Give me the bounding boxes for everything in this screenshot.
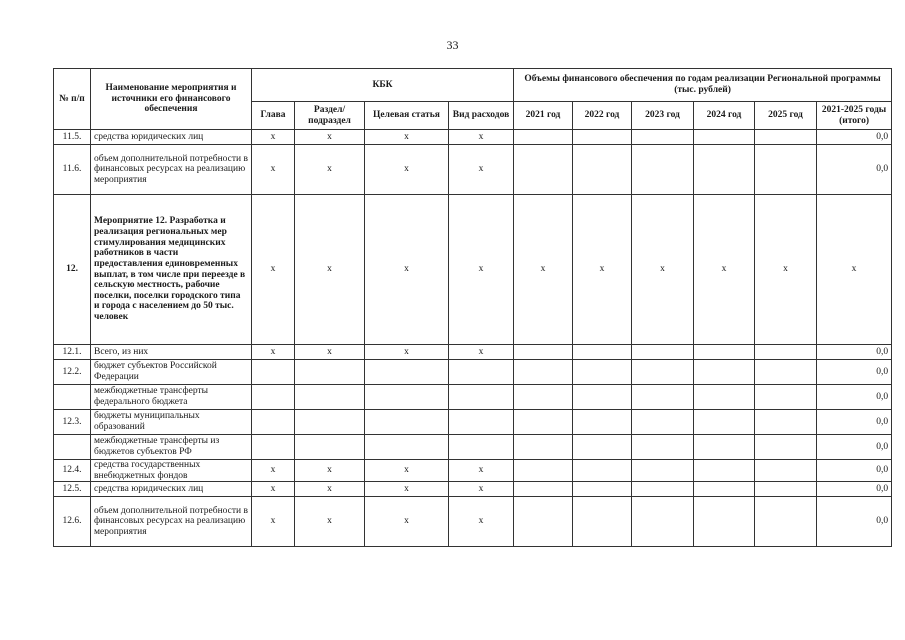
year-cell bbox=[573, 410, 632, 435]
year-cell bbox=[514, 130, 573, 145]
year-cell bbox=[632, 130, 694, 145]
row-name: объем дополнительной потребности в финансовых ресурсах на реализацию мероприятия bbox=[91, 145, 252, 195]
year-cell bbox=[632, 410, 694, 435]
year-cell bbox=[694, 460, 755, 482]
table-row bbox=[54, 460, 892, 482]
year-cell bbox=[573, 130, 632, 145]
kbk-cell bbox=[252, 435, 295, 460]
kbk-cell: х bbox=[365, 460, 449, 482]
table-row bbox=[54, 360, 892, 385]
kbk-cell bbox=[449, 435, 514, 460]
total-cell: 0,0 bbox=[817, 435, 892, 460]
kbk-cell: х bbox=[295, 460, 365, 482]
kbk-cell bbox=[365, 410, 449, 435]
kbk-cell: х bbox=[365, 345, 449, 360]
year-cell bbox=[632, 360, 694, 385]
year-cell bbox=[755, 482, 817, 497]
year-cell bbox=[514, 460, 573, 482]
year-cell: х bbox=[514, 195, 573, 345]
header-num: № п/п bbox=[54, 69, 91, 130]
header-year: 2025 год bbox=[755, 102, 817, 130]
year-cell bbox=[755, 410, 817, 435]
table-row bbox=[54, 482, 892, 497]
year-cell: х bbox=[755, 195, 817, 345]
kbk-cell bbox=[449, 410, 514, 435]
kbk-cell: х bbox=[365, 145, 449, 195]
year-cell bbox=[755, 130, 817, 145]
kbk-cell: х bbox=[252, 195, 295, 345]
year-cell bbox=[632, 497, 694, 547]
row-number: 12. bbox=[54, 195, 91, 345]
row-name: межбюджетные трансферты из бюджетов субъектов РФ bbox=[91, 435, 252, 460]
year-cell bbox=[573, 435, 632, 460]
header-year: 2023 год bbox=[632, 102, 694, 130]
year-cell bbox=[632, 145, 694, 195]
kbk-cell: х bbox=[295, 345, 365, 360]
header-year: 2022 год bbox=[573, 102, 632, 130]
header-kbk-col: Глава bbox=[252, 102, 295, 130]
row-name: Мероприятие 12. Разработка и реализация региональных мер стимулирования медицинских работников в части предоставления единовременных выплат, в том числе при переезде в сельскую местность, рабочие поселки, поселки городского типа и города с населением до 50 тыс. человек bbox=[91, 195, 252, 345]
table-body bbox=[54, 130, 892, 547]
total-cell: 0,0 bbox=[817, 345, 892, 360]
year-cell bbox=[573, 497, 632, 547]
kbk-cell: х bbox=[365, 130, 449, 145]
row-number: 12.6. bbox=[54, 497, 91, 547]
year-cell bbox=[573, 482, 632, 497]
header-volumes: Объемы финансового обеспечения по годам реализации Региональной программы (тыс. рублей) bbox=[514, 69, 892, 102]
kbk-cell: х bbox=[449, 497, 514, 547]
row-name: межбюджетные трансферты федерального бюджета bbox=[91, 385, 252, 410]
year-cell bbox=[514, 345, 573, 360]
header-kbk-col: Вид расходов bbox=[449, 102, 514, 130]
year-cell bbox=[573, 460, 632, 482]
row-number: 12.3. bbox=[54, 410, 91, 435]
table-row bbox=[54, 385, 892, 410]
table-row bbox=[54, 345, 892, 360]
kbk-cell: х bbox=[365, 497, 449, 547]
kbk-cell: х bbox=[295, 145, 365, 195]
row-number: 11.5. bbox=[54, 130, 91, 145]
row-number: 12.5. bbox=[54, 482, 91, 497]
kbk-cell: х bbox=[252, 345, 295, 360]
year-cell bbox=[694, 497, 755, 547]
kbk-cell bbox=[449, 385, 514, 410]
year-cell: х bbox=[573, 195, 632, 345]
header-kbk-col: Целевая статья bbox=[365, 102, 449, 130]
year-cell bbox=[632, 460, 694, 482]
year-cell bbox=[573, 385, 632, 410]
year-cell bbox=[755, 497, 817, 547]
kbk-cell: х bbox=[365, 482, 449, 497]
kbk-cell bbox=[252, 410, 295, 435]
row-name: средства государственных внебюджетных фондов bbox=[91, 460, 252, 482]
year-cell bbox=[755, 345, 817, 360]
header-year: 2024 год bbox=[694, 102, 755, 130]
year-cell bbox=[514, 410, 573, 435]
year-cell bbox=[755, 460, 817, 482]
total-cell: 0,0 bbox=[817, 482, 892, 497]
year-cell bbox=[632, 345, 694, 360]
kbk-cell: х bbox=[295, 497, 365, 547]
year-cell: х bbox=[694, 195, 755, 345]
year-cell bbox=[632, 482, 694, 497]
kbk-cell: х bbox=[295, 482, 365, 497]
kbk-cell bbox=[295, 385, 365, 410]
total-cell: 0,0 bbox=[817, 497, 892, 547]
kbk-cell: х bbox=[295, 195, 365, 345]
year-cell bbox=[694, 130, 755, 145]
kbk-cell: х bbox=[449, 130, 514, 145]
kbk-cell: х bbox=[449, 145, 514, 195]
row-name: бюджеты муниципальных образований bbox=[91, 410, 252, 435]
year-cell bbox=[694, 345, 755, 360]
year-cell bbox=[694, 482, 755, 497]
header-kbk-col: Раздел/ подраздел bbox=[295, 102, 365, 130]
row-number bbox=[54, 385, 91, 410]
table-header bbox=[54, 69, 892, 130]
year-cell bbox=[755, 145, 817, 195]
year-cell bbox=[694, 145, 755, 195]
kbk-cell: х bbox=[365, 195, 449, 345]
table-row bbox=[54, 130, 892, 145]
total-cell: 0,0 bbox=[817, 410, 892, 435]
row-name: средства юридических лиц bbox=[91, 130, 252, 145]
kbk-cell: х bbox=[295, 130, 365, 145]
year-cell bbox=[514, 435, 573, 460]
row-number: 11.6. bbox=[54, 145, 91, 195]
year-cell bbox=[514, 497, 573, 547]
year-cell bbox=[573, 145, 632, 195]
year-cell bbox=[755, 385, 817, 410]
page-number: 33 bbox=[446, 38, 459, 52]
total-cell: 0,0 bbox=[817, 460, 892, 482]
kbk-cell: х bbox=[449, 460, 514, 482]
kbk-cell: х bbox=[449, 482, 514, 497]
year-cell bbox=[514, 145, 573, 195]
kbk-cell bbox=[295, 360, 365, 385]
total-cell: 0,0 bbox=[817, 360, 892, 385]
total-cell: 0,0 bbox=[817, 385, 892, 410]
table-row bbox=[54, 497, 892, 547]
header-kbk: КБК bbox=[252, 69, 514, 102]
total-cell: 0,0 bbox=[817, 130, 892, 145]
year-cell bbox=[514, 482, 573, 497]
table-row bbox=[54, 195, 892, 345]
total-cell: х bbox=[817, 195, 892, 345]
kbk-cell bbox=[252, 385, 295, 410]
table-row bbox=[54, 435, 892, 460]
kbk-cell: х bbox=[252, 145, 295, 195]
year-cell bbox=[573, 360, 632, 385]
kbk-cell: х bbox=[449, 195, 514, 345]
financing-table bbox=[53, 68, 892, 547]
year-cell bbox=[514, 360, 573, 385]
year-cell bbox=[632, 435, 694, 460]
row-number: 12.4. bbox=[54, 460, 91, 482]
year-cell: х bbox=[632, 195, 694, 345]
kbk-cell bbox=[365, 360, 449, 385]
header-year: 2021 год bbox=[514, 102, 573, 130]
kbk-cell bbox=[295, 435, 365, 460]
table-row bbox=[54, 410, 892, 435]
year-cell bbox=[573, 345, 632, 360]
year-cell bbox=[694, 410, 755, 435]
row-number: 12.1. bbox=[54, 345, 91, 360]
year-cell bbox=[632, 385, 694, 410]
year-cell bbox=[755, 360, 817, 385]
row-name: Всего, из них bbox=[91, 345, 252, 360]
row-name: бюджет субъектов Российской Федерации bbox=[91, 360, 252, 385]
row-name: средства юридических лиц bbox=[91, 482, 252, 497]
year-cell bbox=[694, 435, 755, 460]
year-cell bbox=[755, 435, 817, 460]
row-name: объем дополнительной потребности в финансовых ресурсах на реализацию мероприятия bbox=[91, 497, 252, 547]
year-cell bbox=[694, 360, 755, 385]
year-cell bbox=[694, 385, 755, 410]
kbk-cell bbox=[365, 435, 449, 460]
header-year-total: 2021-2025 годы (итого) bbox=[817, 102, 892, 130]
header-name: Наименование мероприятия и источники его финансового обеспечения bbox=[91, 69, 252, 130]
row-number bbox=[54, 435, 91, 460]
total-cell: 0,0 bbox=[817, 145, 892, 195]
kbk-cell bbox=[252, 360, 295, 385]
kbk-cell: х bbox=[252, 497, 295, 547]
year-cell bbox=[514, 385, 573, 410]
kbk-cell: х bbox=[252, 130, 295, 145]
kbk-cell: х bbox=[449, 345, 514, 360]
table-row bbox=[54, 145, 892, 195]
row-number: 12.2. bbox=[54, 360, 91, 385]
kbk-cell bbox=[449, 360, 514, 385]
kbk-cell: х bbox=[252, 482, 295, 497]
kbk-cell: х bbox=[252, 460, 295, 482]
kbk-cell bbox=[365, 385, 449, 410]
kbk-cell bbox=[295, 410, 365, 435]
